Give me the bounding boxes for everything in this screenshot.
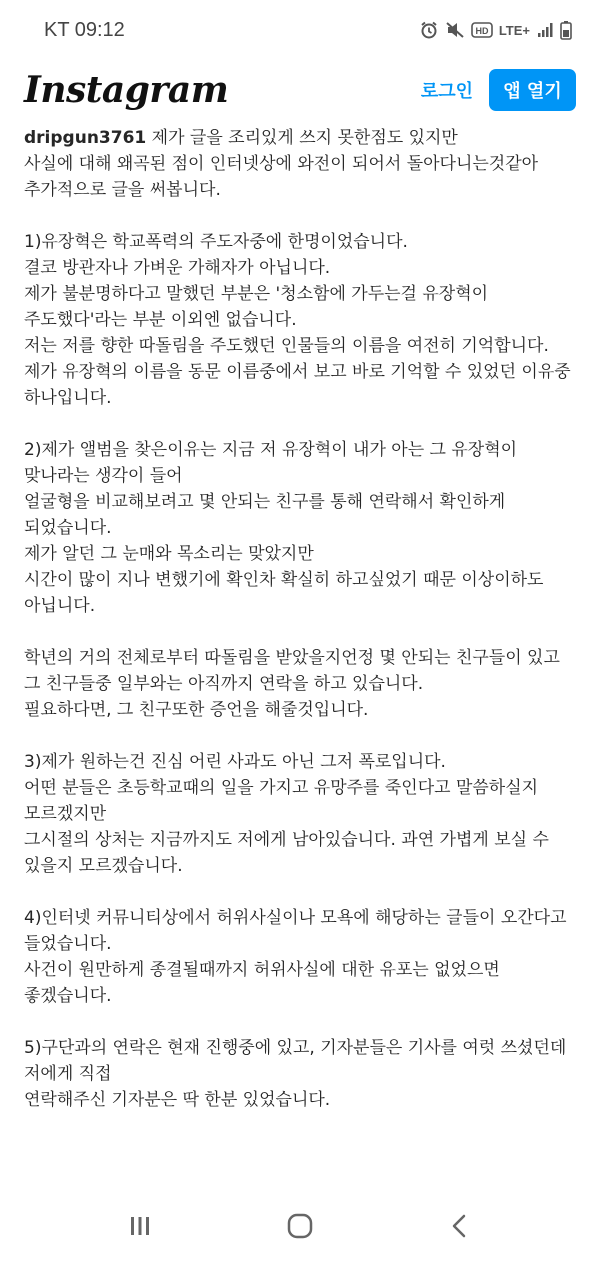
home-icon[interactable] (286, 1212, 314, 1240)
recent-apps-icon[interactable] (127, 1213, 153, 1239)
status-icons (419, 20, 572, 40)
login-link[interactable]: 로그인 (420, 81, 473, 102)
open-app-button[interactable]: 앱 열기 (489, 69, 576, 111)
network-label: LTE+ (498, 22, 530, 38)
status-bar (0, 0, 600, 60)
battery-icon (560, 20, 572, 40)
hd-icon (471, 21, 493, 39)
post-username[interactable]: dripgun3761 (24, 128, 147, 148)
instagram-logo[interactable]: Instagram (24, 69, 229, 111)
carrier-time: KT 09:12 (44, 18, 125, 41)
instagram-header (0, 60, 600, 120)
back-icon[interactable] (447, 1213, 473, 1239)
post-text: 제가 글을 조리있게 쓰지 못한점도 있지만 사실에 대해 왜곡된 점이 인터넷상에 와전이 되어서 돌아다니는것같아 추가적으로 글을 써봅니다. 1)유장혁은 학교폭력의 주도자중에 한명이었습니다. 결코 방관자나 가벼운 가해자가 아닙니다. 제가 불분명하다고 말했던 부분은 '청소함에 가두는걸 유장혁이 주도했다'라는 부분 이외엔 없습니다. 저는 저를 향한 따돌림을 주도했던 인물들의 이름을 여전히 기억합니다. 제가 유장혁의 이름을 동문 이름중에서 보고 바로 기억할 수 있었던 이유중 하나입니다. 2)제가 앨범을 찾은이유는 지금 저 유장혁이 내가 아는 그 유장혁이 맞나라는 생각이 들어 얼굴형을 비교해보려고 몇 안되는 친구를 통해 연락해서 확인하게 되었습니다. 제가 알던 그 눈매와 목소리는 맞았지만 시간이 많이 지나 변했기에 확인차 확실히 하고싶었기 때문 이상이하도 아닙니다. 학년의 거의 전체로부터 따돌림을 받았을지언정 몇 안되는 친구들이 있고 그 친구들중 일부와는 아직까지 연락을 하고 있습니다. 필요하다면, 그 친구또한 증언을 해줄것입니다. 3)제가 원하는건 진심 어린 사과도 아닌 그저 폭로입니다. 어떤 분들은 초등학교때의 일을 가지고 유망주를 죽인다고 말씀하실지 모르겠지만 그시절의 상처는 지금까지도 저에게 남아있습니다. 과연 가볍게 보실 수 있을지 모르겠습니다. 4)인터넷 커뮤니티상에서 허위사실이나 모욕에 해당하는 글들이 오간다고 들었습니다. 사건이 원만하게 종결될때까지 허위사실에 대한 유포는 없었으면 좋겠습니다. 5)구단과의 연락은 현재 진행중에 있고, 기자분들은 기사를 여럿 쓰셨던데 저에게 직접 연락해주신 기자분은 딱 한분 있었습니다. (24, 128, 571, 1110)
system-nav-bar (0, 1185, 600, 1267)
alarm-icon (419, 20, 439, 40)
mute-icon (445, 20, 465, 40)
svg-text:HD: HD (475, 26, 489, 36)
signal-icon (536, 21, 554, 39)
post-caption (24, 125, 580, 1113)
